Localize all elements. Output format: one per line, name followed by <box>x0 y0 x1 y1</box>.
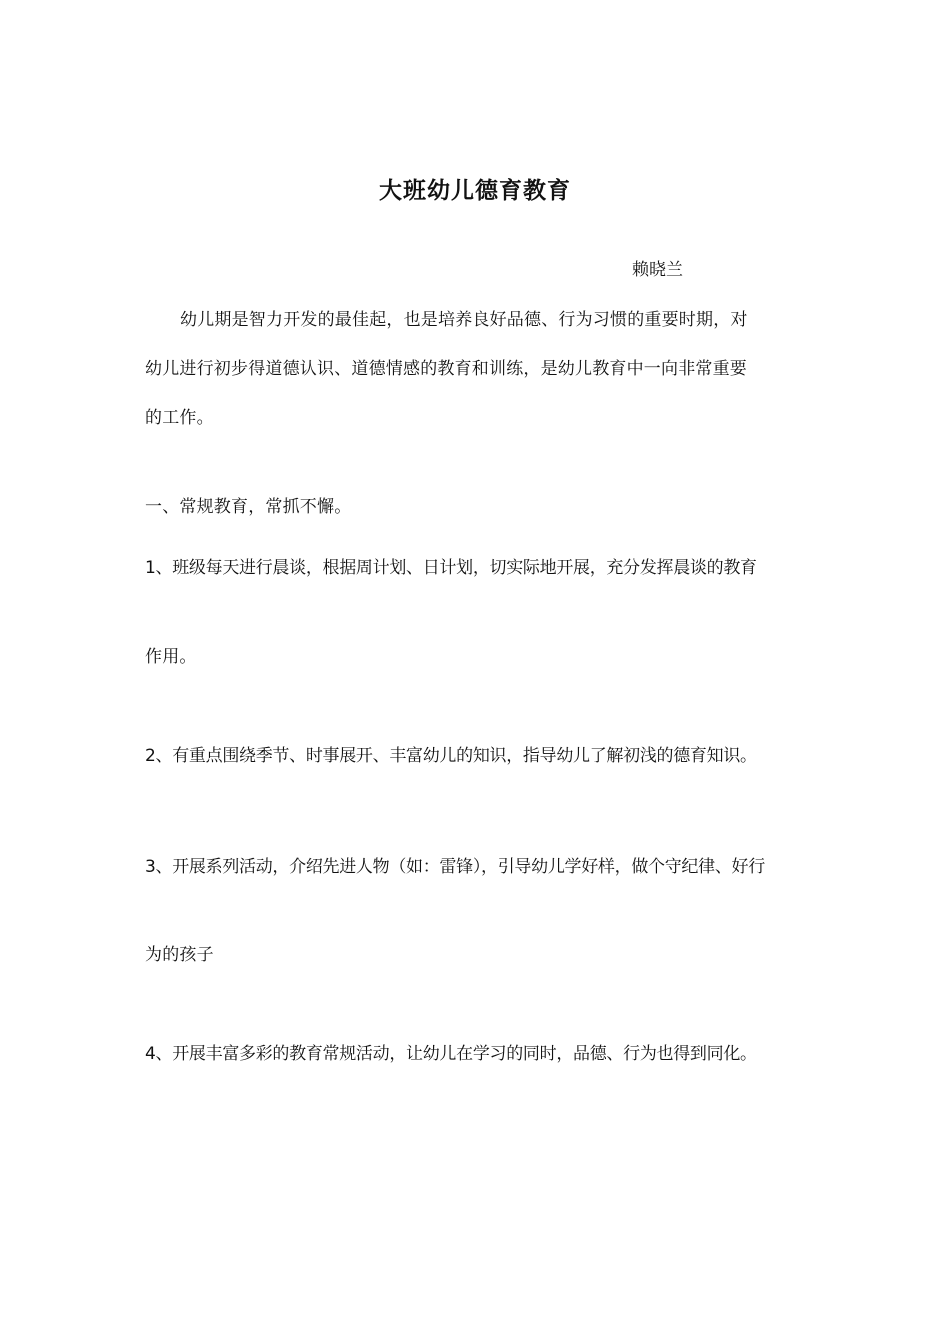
list-item-4-line-1: 4、开展丰富多彩的教育常规活动，让幼儿在学习的同时，品德、行为也得到同化。 <box>145 1044 757 1064</box>
list-item-2-line-1: 2、有重点围绕季节、时事展开、丰富幼儿的知识，指导幼儿了解初浅的德育知识。 <box>145 746 757 766</box>
list-item-1-line-2: 作用。 <box>145 647 197 667</box>
list-item-3-line-2: 为的孩子 <box>145 945 214 965</box>
intro-line-1: 幼儿期是智力开发的最佳起，也是培养良好品德、行为习惯的重要时期，对 <box>180 310 748 330</box>
intro-line-2: 幼儿进行初步得道德认识、道德情感的教育和训练，是幼儿教育中一向非常重要 <box>145 359 747 379</box>
document-title: 大班幼儿德育教育 <box>379 178 571 204</box>
document-author: 赖晓兰 <box>632 260 683 280</box>
intro-line-3: 的工作。 <box>145 408 214 428</box>
section-heading: 一、常规教育，常抓不懈。 <box>145 497 352 517</box>
list-item-1-line-1: 1、班级每天进行晨谈，根据周计划、日计划，切实际地开展，充分发挥晨谈的教育 <box>145 558 757 578</box>
list-item-3-line-1: 3、开展系列活动，介绍先进人物（如：雷锋），引导幼儿学好样，做个守纪律、好行 <box>145 857 765 877</box>
